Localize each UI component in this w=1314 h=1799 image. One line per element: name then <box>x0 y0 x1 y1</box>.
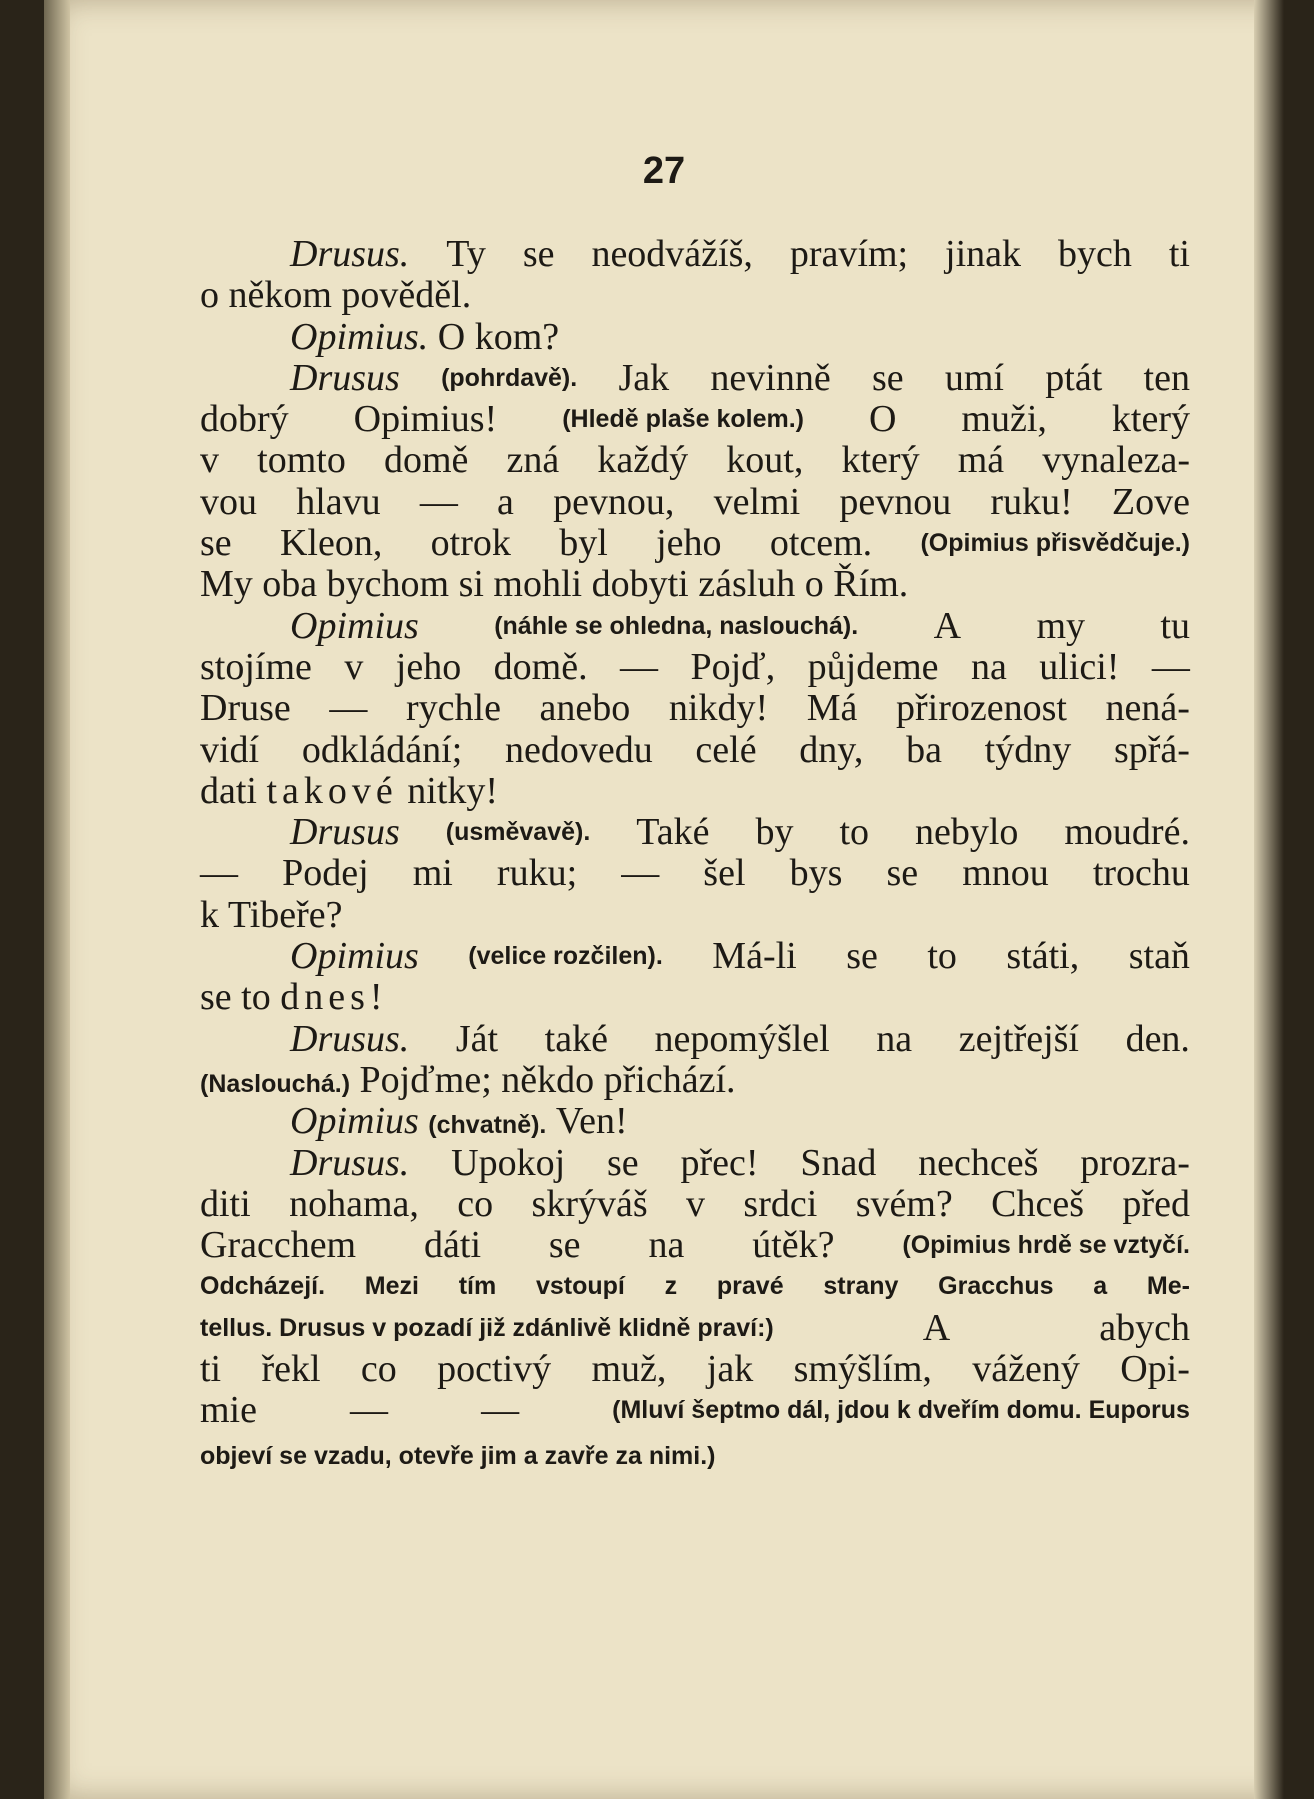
text-span: svém? <box>855 1182 953 1225</box>
text-span: nevinně <box>710 356 831 399</box>
stage-direction: objeví se vzadu, otevře jim a zavře za nimi.) <box>200 1441 716 1470</box>
text-span: mi <box>412 852 453 895</box>
page-edge <box>1254 0 1284 1799</box>
text-span: otrok <box>430 522 511 565</box>
text-span: zná <box>506 439 560 482</box>
text-span: prozra- <box>1080 1141 1190 1184</box>
text-line <box>200 853 1190 894</box>
emphasized-text: takové <box>266 769 398 812</box>
emphasized-text: dnes! <box>280 976 388 1019</box>
text-span: stojíme <box>200 645 312 688</box>
text-span: dati <box>200 769 257 812</box>
text-span: před <box>1122 1182 1190 1225</box>
text-span: co <box>457 1182 494 1225</box>
text-span: mie <box>200 1389 257 1432</box>
text-span: Ven! <box>555 1100 628 1143</box>
text-span: Ty <box>446 233 486 275</box>
stage-direction: (Opimius přisvědčuje.) <box>920 529 1190 558</box>
text-span: k Tibeře? <box>200 893 343 936</box>
text-span: Upokoj <box>451 1141 566 1184</box>
text-line <box>200 977 1190 1018</box>
text-span: každý <box>597 439 689 482</box>
text-span: jinak <box>945 233 1022 275</box>
page-number: 27 <box>642 150 686 192</box>
stage-direction: (pohrdavě). <box>441 363 578 392</box>
text-span: v <box>344 645 364 688</box>
stage-direction: z <box>664 1272 678 1301</box>
text-span: diti <box>200 1182 251 1225</box>
text-span: — <box>200 852 238 895</box>
text-span: Chceš <box>991 1182 1085 1225</box>
speaker-name: Drusus <box>290 811 400 854</box>
text-span: jeho <box>656 522 722 565</box>
text-span: Opi- <box>1120 1348 1190 1391</box>
book-page <box>44 0 1284 1799</box>
text-span: tu <box>1160 604 1190 647</box>
text-span: A <box>933 604 962 647</box>
stage-direction: (chvatně). <box>428 1111 547 1140</box>
stage-direction: strany <box>823 1272 899 1301</box>
text-span: ten <box>1143 356 1190 399</box>
speaker-name: Opimius <box>290 935 419 978</box>
stage-direction: tellus. Drusus v pozadí již zdánlivě klidně praví:) <box>200 1313 774 1342</box>
text-line <box>200 523 1190 564</box>
text-span: v <box>686 1182 706 1225</box>
stage-direction: (náhle se ohledna, naslouchá). <box>494 611 859 640</box>
text-span: moudré. <box>1064 811 1190 854</box>
speaker-name: Opimius <box>290 1100 419 1143</box>
text-line <box>200 771 1190 812</box>
text-span: v <box>200 439 219 482</box>
text-line <box>200 234 1190 275</box>
text-span: bys <box>789 852 843 895</box>
text-span: dny, <box>799 728 864 771</box>
text-span: — <box>620 645 659 688</box>
text-span: staň <box>1128 935 1190 978</box>
text-span: vážený <box>972 1348 1080 1391</box>
text-span: a <box>497 480 514 523</box>
text-span: vou <box>200 480 257 523</box>
text-span: domě. <box>493 645 588 688</box>
text-line <box>200 1019 1190 1060</box>
text-span: Kleon, <box>279 522 383 565</box>
stage-direction: (Opimius hrdě se vztyčí. <box>902 1231 1190 1260</box>
text-span: domě <box>383 439 469 482</box>
text-span: A <box>922 1306 951 1349</box>
text-line <box>200 358 1190 399</box>
text-span: smýšlím, <box>793 1348 932 1391</box>
text-line <box>200 1060 1190 1101</box>
text-span: ruku! <box>990 480 1073 523</box>
text-span: ruku; <box>496 852 578 895</box>
stage-direction: (Naslouchá.) <box>200 1069 351 1098</box>
text-span: muži, <box>961 398 1047 441</box>
text-span: Jak <box>618 356 670 399</box>
text-span: — <box>481 1389 520 1432</box>
text-span: se <box>200 976 232 1019</box>
text-span: jak <box>706 1348 754 1391</box>
text-span: odkládání; <box>301 728 463 771</box>
text-span: velmi <box>713 480 801 523</box>
text-line <box>200 564 1190 605</box>
text-line <box>200 1225 1190 1266</box>
text-span: otcem. <box>769 522 873 565</box>
text-span: ba <box>906 728 942 771</box>
text-span: nechceš <box>918 1141 1039 1184</box>
text-span: to <box>241 976 271 1019</box>
text-span: přirozenost <box>895 687 1067 730</box>
speaker-name: Drusus. <box>290 1017 410 1060</box>
text-line <box>200 1184 1190 1225</box>
text-line <box>200 1349 1190 1390</box>
page-gutter <box>44 0 70 1799</box>
text-span: to <box>927 935 957 978</box>
text-span: ptát <box>1045 356 1103 399</box>
text-span: se <box>548 1224 581 1267</box>
text-span: neodvážíš, <box>591 233 753 275</box>
text-line <box>200 1266 1190 1307</box>
stage-direction: (Mluví šeptmo dál, jdou k dveřím domu. Euporus <box>612 1396 1190 1425</box>
text-span: tomto <box>257 439 346 482</box>
text-span: muž, <box>591 1348 667 1391</box>
text-span: ti <box>1168 233 1190 275</box>
text-span: se <box>606 1141 639 1184</box>
text-line <box>200 895 1190 936</box>
text-span: jeho <box>395 645 462 688</box>
text-line <box>200 1143 1190 1184</box>
stage-direction: (usměvavě). <box>445 818 591 847</box>
text-span: pevnou <box>839 480 952 523</box>
text-span: Opimius! <box>353 398 498 441</box>
text-span: den. <box>1125 1017 1190 1060</box>
text-span: se <box>886 852 919 895</box>
stage-direction: a <box>1093 1272 1108 1301</box>
text-span: ti <box>200 1348 222 1391</box>
text-span: abych <box>1099 1306 1190 1349</box>
text-span: celé <box>695 728 757 771</box>
text-span: O kom? <box>437 315 560 358</box>
text-span: anebo <box>539 687 631 730</box>
text-span: se <box>846 935 878 978</box>
stage-direction: Me- <box>1146 1272 1190 1301</box>
text-span: se <box>200 522 232 565</box>
text-span: se <box>871 356 904 399</box>
text-span: My oba bychom si mohli dobyti zásluh o Řím. <box>200 563 909 606</box>
text-span: zejtřejší <box>958 1017 1079 1060</box>
stage-direction: (velice rozčilen). <box>468 942 663 971</box>
text-line <box>200 688 1190 729</box>
text-span: nikdy! <box>668 687 769 730</box>
text-span: řekl <box>261 1348 321 1391</box>
text-span: nepomýšlel <box>654 1017 830 1060</box>
text-span: vidí <box>200 728 260 771</box>
text-span: O <box>868 398 897 441</box>
text-span: nebylo <box>914 811 1019 854</box>
text-span: ulici! <box>1039 645 1120 688</box>
text-span: bych <box>1057 233 1132 275</box>
text-span: — <box>621 852 660 895</box>
speaker-name: Opimius <box>290 604 419 647</box>
stage-direction: (Hledě plaše kolem.) <box>562 405 804 434</box>
text-span: trochu <box>1092 852 1190 895</box>
text-span: by <box>755 811 794 854</box>
stage-direction: Odcházejí. <box>200 1272 326 1301</box>
text-span: rychle <box>405 687 501 730</box>
text-span: co <box>360 1348 397 1391</box>
text-span: Ját <box>455 1017 499 1060</box>
text-line <box>200 606 1190 647</box>
text-span: se <box>522 233 555 275</box>
text-line <box>200 1432 1190 1473</box>
stage-direction: Mezi <box>364 1272 419 1301</box>
text-line <box>200 812 1190 853</box>
text-span: nitky! <box>407 769 499 812</box>
text-span: nohama, <box>289 1182 419 1225</box>
text-span: Zove <box>1111 480 1190 523</box>
text-span: má <box>957 439 1005 482</box>
stage-direction: Gracchus <box>938 1272 1054 1301</box>
speaker-name: Drusus. <box>290 1141 410 1184</box>
text-span: — <box>329 687 368 730</box>
text-span: šel <box>703 852 746 895</box>
text-span: půjdeme <box>807 645 939 688</box>
text-span: dáti <box>424 1224 481 1267</box>
text-span: mnou <box>962 852 1049 895</box>
text-line <box>200 730 1190 771</box>
text-span: — <box>350 1389 389 1432</box>
text-span: srdci <box>743 1182 818 1225</box>
speaker-name: Opimius. <box>290 315 429 358</box>
text-span: my <box>1036 604 1085 647</box>
text-line <box>200 399 1190 440</box>
text-line <box>200 275 1190 316</box>
text-span: Druse <box>200 687 291 730</box>
text-span: vynaleza- <box>1042 439 1190 482</box>
text-span: to <box>839 811 870 854</box>
text-span: na <box>970 645 1007 688</box>
text-span: Také <box>636 811 710 854</box>
stage-direction: vstoupí <box>535 1272 625 1301</box>
speaker-name: Drusus <box>290 356 400 399</box>
text-span: — <box>1151 645 1190 688</box>
text-line <box>200 1390 1190 1431</box>
text-span: nená- <box>1105 687 1190 730</box>
text-span: kout, <box>726 439 804 482</box>
text-span: skrýváš <box>531 1182 648 1225</box>
text-line <box>200 482 1190 523</box>
text-span: přec! <box>680 1141 759 1184</box>
text-span: byl <box>559 522 608 565</box>
text-line <box>200 317 1190 358</box>
stage-direction: pravé <box>716 1272 784 1301</box>
text-line <box>200 1101 1190 1142</box>
text-span: dobrý <box>200 398 289 441</box>
play-text <box>200 234 1190 1473</box>
text-span: pevnou, <box>553 480 675 523</box>
text-span: Snad <box>800 1141 877 1184</box>
text-span: Má <box>806 687 858 730</box>
text-line <box>200 1308 1190 1349</box>
text-span: Má-li <box>712 935 797 978</box>
text-span: poctivý <box>437 1348 552 1391</box>
text-span: pravím; <box>789 233 909 275</box>
text-line <box>200 936 1190 977</box>
text-span: který <box>841 439 920 482</box>
text-span: o někom pověděl. <box>200 274 472 317</box>
text-span: hlavu <box>296 480 381 523</box>
text-span: státi, <box>1006 935 1080 978</box>
text-span: spřá- <box>1113 728 1190 771</box>
speaker-name: Drusus. <box>290 233 410 275</box>
text-line <box>200 440 1190 481</box>
text-span: Pojďme; někdo přichází. <box>359 1058 736 1101</box>
text-span: na <box>876 1017 913 1060</box>
text-span: útěk? <box>752 1224 835 1267</box>
text-span: který <box>1111 398 1190 441</box>
text-span: Pojď, <box>690 645 776 688</box>
text-span: týdny <box>984 728 1072 771</box>
text-line <box>200 647 1190 688</box>
text-span: také <box>544 1017 608 1060</box>
text-span: Gracchem <box>200 1224 357 1267</box>
text-span: umí <box>944 356 1004 399</box>
text-span: — <box>419 480 458 523</box>
text-span: na <box>648 1224 685 1267</box>
text-span: Podej <box>282 852 369 895</box>
stage-direction: tím <box>458 1272 497 1301</box>
text-span: nedovedu <box>504 728 653 771</box>
